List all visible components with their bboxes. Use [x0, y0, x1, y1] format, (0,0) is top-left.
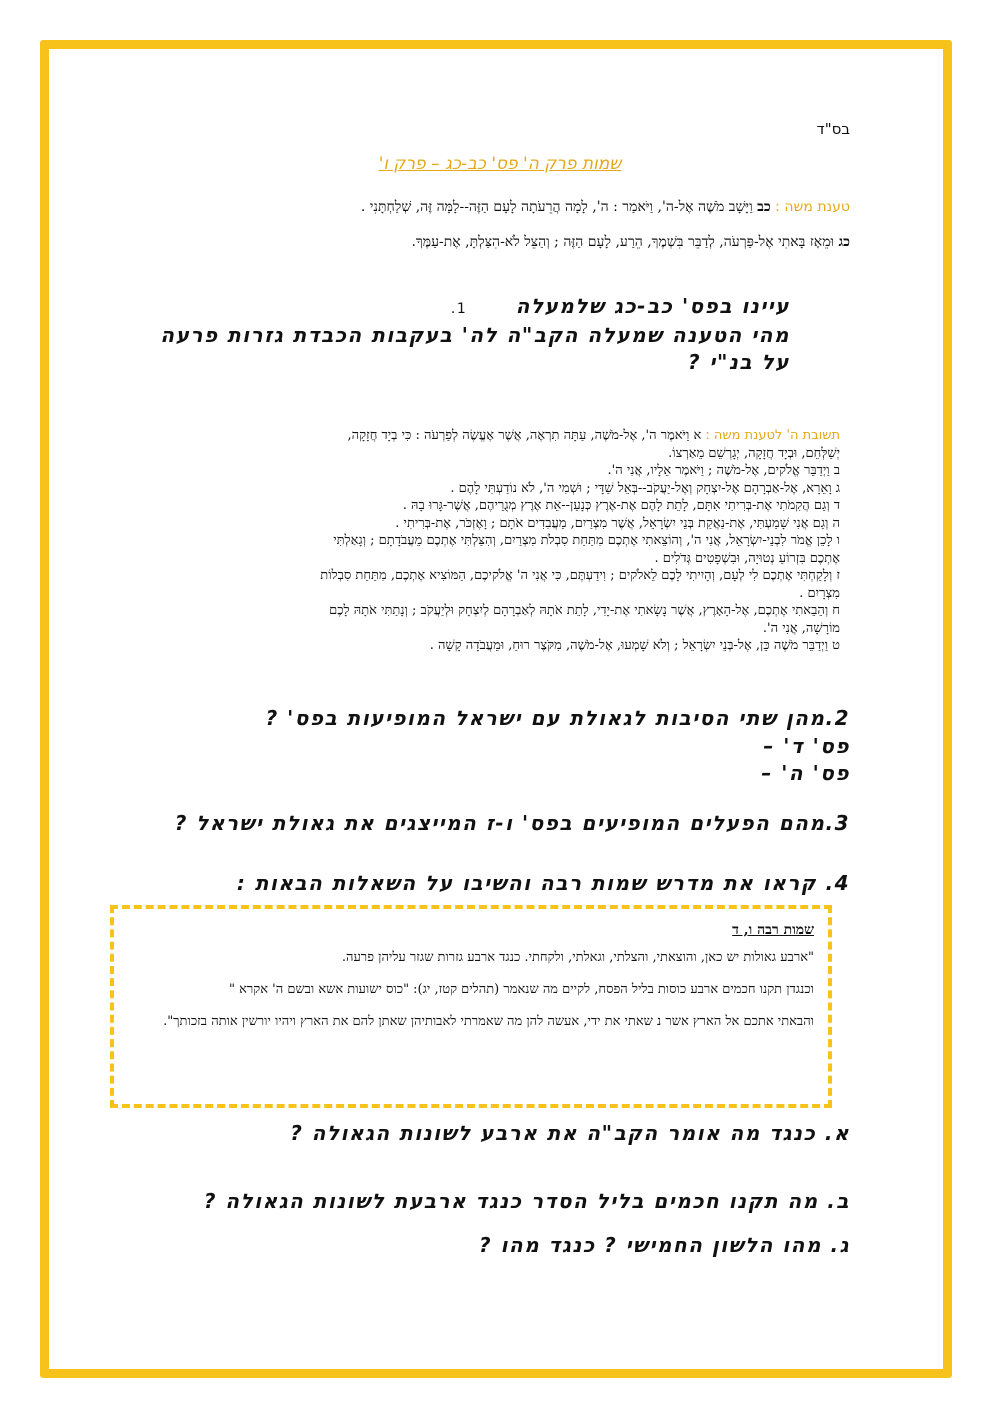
- verse-22-text: וַיָּשָׁב מֹשֶׁה אֶל-ה', וַיֹּאמַר : ה', לָמָה הֲרֵעֹתָה לָעָם הַזֶּה--לָמָּה זֶּה, שְׁלַחְתָּנִי .: [360, 199, 753, 215]
- midrash-paragraph-3: והבאתי אתכם אל הארץ אשר נ שאתי את ידי, אעשה להן מה שאמרתי לאבותיהן שאתן להם את הארץ ויהיו יורשין אותה בזכותך".: [163, 1014, 814, 1029]
- question-1-line-1: [451, 293, 790, 322]
- question-1-line-3: על בנ"י ?: [687, 350, 790, 374]
- midrash-title: שמות רבה ו, ד: [732, 922, 814, 938]
- answer-line-3: ב וַיְדַבֵּר אֱלֹקים, אֶל-מֹשֶׁה ; וַיֹּאמֶר אֵלָיו, אֲנִי ה'.: [607, 463, 840, 478]
- answer-line-text: א וַיֹּאמֶר ה', אֶל-מֹשֶׁה, עַתָּה תִרְאֶה, אֲשֶׁר אֶעֱשֶׂה לְפַרְעֹה : כִּי בְיָד חֲזָקָה,: [347, 428, 702, 443]
- answer-line-1: [140, 427, 840, 445]
- sub-question-c: ג. מהו הלשון החמישי ? כנגד מהו ?: [479, 1233, 850, 1257]
- question-2-verse-4: פס' ד' –: [763, 734, 850, 758]
- answer-line-12: מוֹרָשָׁה, אֲנִי ה'.: [762, 620, 840, 636]
- verse-22: [130, 197, 850, 217]
- answer-line-11: ח וְהֵבֵאתִי אֶתְכֶם, אֶל-הָאָרֶץ, אֲשֶׁר נָשָׂאתִי אֶת-יָדִי, לָתֵת אֹתָהּ לְאַבְרָהָם לְיִצְחָק וּלְיַעֲקֹב ; וְנָתַתִּי אֹתָהּ לָכֶם: [329, 603, 840, 618]
- answer-line-13: ט וַיְדַבֵּר מֹשֶׁה כֵּן, אֶל-בְּנֵי יִשְׂרָאֵל ; וְלֹא שָׁמְעוּ, אֶל-מֹשֶׁה, מִקֹּצֶר רוּחַ, וּמֵעֲבֹדָה קָשָׁה .: [429, 638, 840, 653]
- answer-line-5: ד וְגַם הֲקִמֹתִי אֶת-בְּרִיתִי אִתָּם, לָתֵת לָהֶם אֶת-אֶרֶץ כְּנָעַן--אֵת אֶרֶץ מְגֻרֵיהֶם, אֲשֶׁר-גָּרוּ בָהּ .: [402, 498, 840, 513]
- bsd-header: בס"ד: [816, 120, 850, 138]
- question-2-verse-5: פס' ה' –: [761, 761, 850, 785]
- sub-question-a: א. כנגד מה אומר הקב"ה את ארבע לשונות הגאולה ?: [290, 1121, 850, 1145]
- question-3: 3.מהם הפעלים המופיעים בפס' ו-ז המייצגים את גאולת ישראל ?: [174, 811, 850, 835]
- god-answer-label: תשובת ה' לטענת משה :: [705, 428, 840, 443]
- answer-line-9: ז וְלָקַחְתִּי אֶתְכֶם לִי לְעָם, וְהָיִיתִי לָכֶם לֵאלֹקים ; וִידַעְתֶּם, כִּי אֲנִי ה' אֱלֹקיכֶם, הַמּוֹצִיא אֶתְכֶם, מִתַּחַת סִבְלוֹת: [320, 568, 840, 583]
- answer-line-7: ו לָכֵן אֱמֹר לִבְנֵי-יִשְׂרָאֵל, אֲנִי ה', וְהוֹצֵאתִי אֶתְכֶם מִתַּחַת סִבְלֹת מִצְרַיִם, וְהִצַּלְתִּי אֶתְכֶם מֵעֲבֹדָתָם ; וְגָאַלְתִּי: [333, 533, 840, 548]
- question-1-text: עיינו בפס' כב-כג שלמעלה: [515, 294, 790, 318]
- midrash-paragraph-1: "ארבע גאולות יש כאן, והוצאתי, והצלתי, וגאלתי, ולקחתי. כנגד ארבע גזרות שגזר עליהן פרעה.: [341, 950, 814, 965]
- midrash-box: [110, 905, 832, 1108]
- verse-23-number: כג: [838, 234, 850, 250]
- answer-line-10: מִצְרָיִם .: [799, 585, 840, 601]
- verse-23: [130, 232, 850, 252]
- verse-23-text: וּמֵאָז בָּאתִי אֶל-פַּרְעֹה, לְדַבֵּר בִּשְׁמֶךָ, הֵרַע, לָעָם הַזֶּה ; וְהַצֵּל לֹא-הִצַּלְתָּ, אֶת-עַמֶּךָ.: [411, 234, 835, 250]
- question-1-line-2: מהי הטענה שמעלה הקב"ה לה' בעקבות הכבדת גזרות פרעה: [160, 323, 790, 347]
- question-1-number: 1.: [450, 301, 468, 317]
- midrash-paragraph-2: וכנגדן תקנו חכמים ארבע כוסות בליל הפסח, לקיים מה שנאמר (תהלים קטז, יג): "כוס ישועות אשא ובשם ה' אקרא ": [228, 982, 814, 997]
- answer-line-2: יְשַׁלְּחֵם, וּבְיָד חֲזָקָה, יְגָרְשֵׁם מֵאַרְצוֹ.: [668, 445, 840, 461]
- question-4: 4. קראו את מדרש שמות רבה והשיבו על השאלות הבאות :: [236, 871, 850, 895]
- page-title: שמות פרק ה' פס' כב-כג – פרק ו': [378, 154, 622, 174]
- moses-claim-label: טענת משה :: [775, 199, 850, 215]
- question-2: 2.מהן שתי הסיבות לגאולת עם ישראל המופיעות בפס' ?: [265, 706, 850, 730]
- god-answer-passage: [140, 427, 840, 655]
- sub-question-b: ב. מה תקנו חכמים בליל הסדר כנגד ארבעת לשונות הגאולה ?: [203, 1189, 850, 1213]
- answer-line-6: ה וְגַם אֲנִי שָׁמַעְתִּי, אֶת-נַאֲקַת בְּנֵי יִשְׂרָאֵל, אֲשֶׁר מִצְרַיִם, מַעֲבִדִים אֹתָם ; וָאֶזְכֹּר, אֶת-בְּרִיתִי .: [395, 515, 840, 531]
- answer-line-8: אֶתְכֶם בִּזְרוֹעַ נְטוּיָה, וּבִשְׁפָטִים גְּדֹלִים .: [654, 550, 840, 566]
- answer-line-4: ג וָאֵרָא, אֶל-אַבְרָהָם אֶל-יִצְחָק וְאֶל-יַעֲקֹב--בְּאֵל שַׁדָּי ; וּשְׁמִי ה', לֹא נוֹדַעְתִּי לָהֶם .: [450, 480, 840, 496]
- verse-22-number: כב: [757, 199, 771, 215]
